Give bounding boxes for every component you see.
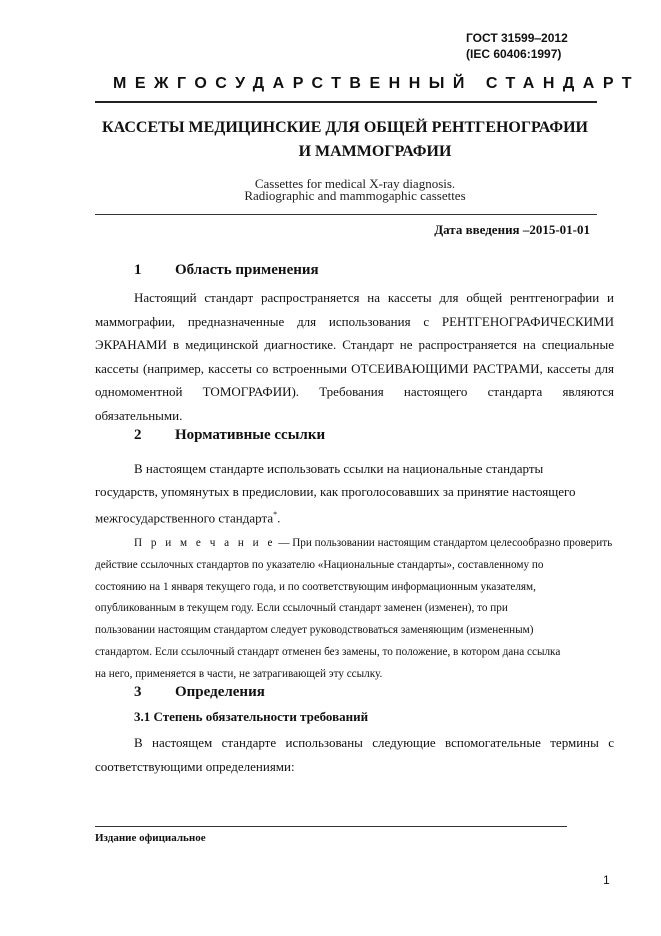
section-2-text <box>95 457 614 529</box>
section-1-heading <box>134 262 534 282</box>
iec-code: (IEC 60406:1997) <box>466 47 562 61</box>
subsection-3-1-heading: 3.1 Степень обязательности требований <box>134 709 369 724</box>
note-line: действие ссылочных стандартов по указателю «Национальные стандарты», составленному по <box>95 558 544 571</box>
introduction-date: Дата введения ‒2015-01-01 <box>434 222 590 237</box>
paragraph-end: . <box>277 510 281 526</box>
note-dash: — <box>275 537 293 549</box>
standard-code: ГОСТ 31599‒2012 <box>466 31 568 45</box>
section-1-text <box>95 286 614 427</box>
section-3-heading <box>134 684 534 704</box>
page-number: 1 <box>603 873 610 887</box>
document-title-line-2: И МАММОГРАФИИ <box>298 143 452 160</box>
note-label: П р и м е ч а н и е <box>134 537 276 549</box>
section-number: 3 <box>134 684 142 700</box>
paragraph: В настоящем стандарте использованы следующие вспомогательные термины с соответствующими определениями: <box>95 735 614 774</box>
standard-code-block <box>466 30 568 62</box>
section-number: 1 <box>134 262 142 278</box>
section-number: 2 <box>134 427 142 443</box>
section-3-text <box>95 731 614 778</box>
note-line: стандартом. Если ссылочный стандарт отменен без замены, то положение, в котором дана ссылка <box>95 645 561 658</box>
note-line: состоянию на 1 января текущего года, и по соответствующим информационным указателям, <box>95 580 536 593</box>
paragraph-line: В настоящем стандарте использовать ссылки на национальные стандарты <box>134 461 544 476</box>
section-title: Определения <box>175 684 265 700</box>
note-line: пользовании настоящим стандартом следует руководствоваться заменяющим (измененным) <box>95 624 534 637</box>
footer-divider <box>95 826 567 827</box>
section-title: Область применения <box>175 262 319 278</box>
official-edition-label: Издание официальное <box>95 832 206 844</box>
paragraph-line <box>95 503 614 529</box>
footnote-mark: * <box>273 510 278 519</box>
section-2-heading <box>134 427 534 447</box>
english-title-line-2: Radiographic and mammogaphic cassettes <box>244 188 466 203</box>
note-block <box>95 533 614 686</box>
note-line: опубликованным в текущем году. Если ссылочный стандарт заменен (изменен), то при <box>95 602 508 615</box>
paragraph: Настоящий стандарт распространяется на кассеты для общей рентгенографии и маммографии, предназначенные для использования с РЕНТГЕНОГРАФИЧЕСКИМИ ЭКРАНАМИ в медицинской диагностике. Стандарт не распространяется на специальные кассеты (например, кассеты со встроенными ОТСЕИВАЮЩИМИ РАСТРАМИ, кассеты для одномоментной ТОМОГРАФИИ). Требования настоящего стандарта являются обязательными. <box>95 290 614 423</box>
note-text: При пользовании настоящим стандартом целесообразно проверить <box>292 537 613 549</box>
paragraph-line: государств, упомянутых в предисловии, как проголосовавших за принятие настоящего <box>95 484 576 499</box>
note-line: на него, применяется в части, не затрагивающей эту ссылку. <box>95 667 383 680</box>
interstate-standard-heading: МЕЖГОСУДАРСТВЕННЫЙ СТАНДАРТ <box>113 75 641 92</box>
paragraph-text: межгосударственного стандарта <box>95 510 274 526</box>
document-title-line-1: КАССЕТЫ МЕДИЦИНСКИЕ ДЛЯ ОБЩЕЙ РЕНТГЕНОГРАФИИ <box>102 119 588 136</box>
note-line <box>95 533 614 555</box>
header-divider <box>95 101 597 103</box>
english-title-line-1: Cassettes for medical X-ray diagnosis. <box>254 176 456 191</box>
title-divider <box>95 214 597 215</box>
section-title: Нормативные ссылки <box>175 427 326 443</box>
